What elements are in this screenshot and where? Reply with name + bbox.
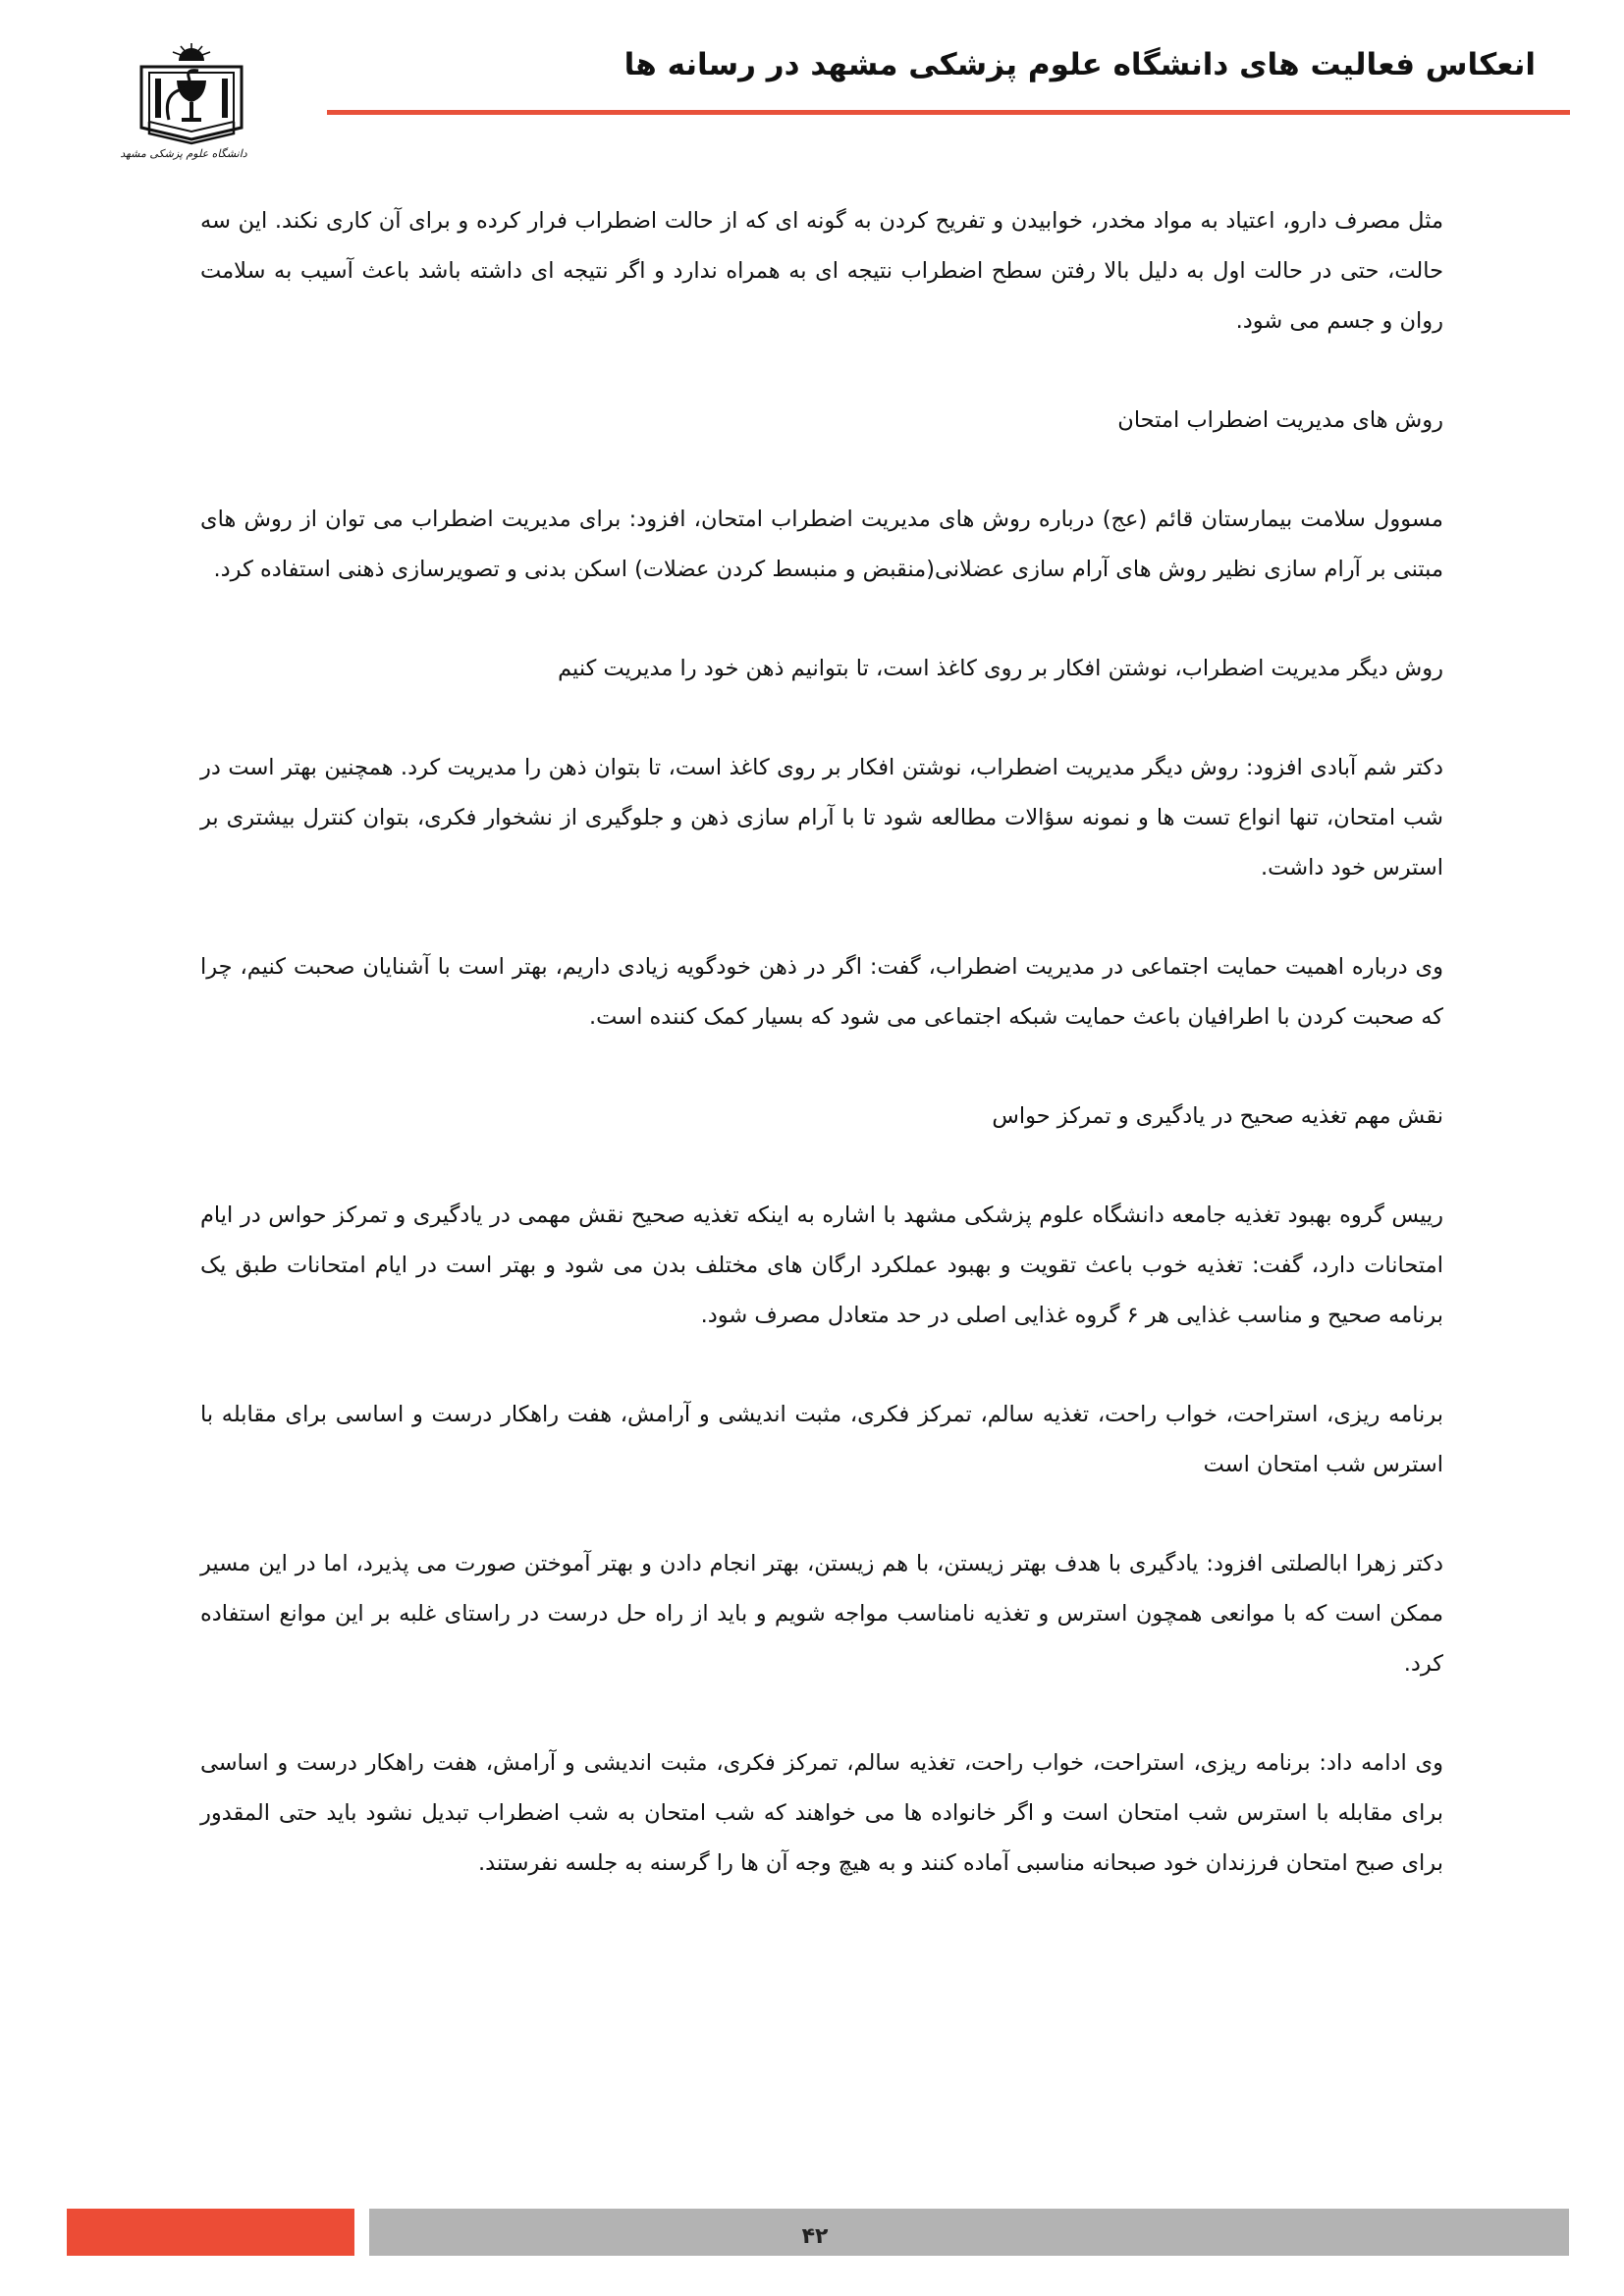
paragraph: رییس گروه بهبود تغذیه جامعه دانشگاه علوم پزشکی مشهد با اشاره به اینکه تغذیه صحیح نقش مهمی در یادگیری و تمرکز حواس در ایام امتحانات دارد، گفت: تغذیه خوب باعث تقویت و بهبود عملکرد ارگان های مختلف بدن می شود و بهتر است در ایام امتحانات طبق یک برنامه صحیح و مناسب غذایی هر ۶ گروه غذایی اصلی در حد متعادل مصرف شود. xyxy=(200,1202,1443,1328)
university-emblem-icon xyxy=(110,37,257,165)
paragraph: مسوول سلامت بیمارستان قائم (عج) درباره روش های مدیریت اضطراب امتحان، افزود: برای مدیریت اضطراب می توان از روش های مبتنی بر آرام سازی نظیر روش های آرام سازی عضلانی(منقبض و منبسط کردن عضلات) اسکن بدنی و تصویرسازی ذهنی استفاده کرد. xyxy=(200,507,1443,582)
footer-bar xyxy=(369,2209,1569,2256)
header-divider xyxy=(327,110,1570,115)
paragraph: وی درباره اهمیت حمایت اجتماعی در مدیریت اضطراب، گفت: اگر در ذهن خودگویه زیادی داریم، بهتر است با آشنایان صحبت کنیم، چرا که صحبت کردن با اطرافیان باعث حمایت شبکه اجتماعی می شود که بسیار کمک کننده است. xyxy=(200,954,1443,1030)
paragraph: مثل مصرف دارو، اعتیاد به مواد مخدر، خوابیدن و تفریح کردن به گونه ای که از حالت اضطراب فرار کرده و برای آن کاری نکند. این سه حالت، حتی در حالت اول به دلیل بالا رفتن سطح اضطراب نتیجه ای به همراه ندارد و اگر نتیجه ای داشته باشد باعث آسیب به سلامت روان و جسم می شود. xyxy=(200,208,1443,334)
page-header-title: انعکاس فعالیت های دانشگاه علوم پزشکی مشهد در رسانه ها xyxy=(623,47,1536,82)
paragraph: برنامه ریزی، استراحت، خواب راحت، تغذیه سالم، تمرکز فکری، مثبت اندیشی و آرامش، هفت راهکار درست و اساسی برای مقابله با استرس شب امتحان است xyxy=(200,1402,1443,1477)
paragraph: وی ادامه داد: برنامه ریزی، استراحت، خواب راحت، تغذیه سالم، تمرکز فکری، مثبت اندیشی و آرامش، هفت راهکار درست و اساسی برای مقابله با استرس شب امتحان است و اگر خانواده ها می خواهند که شب امتحان به شب اضطراب تبدیل نشود باید حتی المقدور برای صبح امتحان فرزندان خود صبحانه مناسبی آماده کنند و به هیچ وجه آن ها را گرسنه به جلسه نفرستند. xyxy=(200,1750,1443,1876)
page-number: ۴۲ xyxy=(801,2224,829,2249)
paragraph: دکتر شم آبادی افزود: روش دیگر مدیریت اضطراب، نوشتن افکار بر روی کاغذ است، تا بتوان ذهن را مدیریت کرد. همچنین بهتر است در شب امتحان، تنها انواع تست ها و نمونه سؤالات مطالعه شود تا با آرام سازی ذهن و جلوگیری از نشخوار فکری، بتوان کنترل بیشتری بر استرس خود داشت. xyxy=(200,755,1443,881)
article-body xyxy=(200,196,1443,1938)
paragraph: دکتر زهرا ابالصلتی افزود: یادگیری با هدف بهتر زیستن، با هم زیستن، بهتر انجام دادن و بهتر آموختن صورت می پذیرد، اما در این مسیر ممکن است که با موانعی همچون استرس و تغذیه نامناسب مواجه شویم و باید از راه حل درست در راستای غلبه بر این موانع استفاده کرد. xyxy=(200,1551,1443,1677)
section-heading: روش های مدیریت اضطراب امتحان xyxy=(1117,407,1443,433)
section-heading: نقش مهم تغذیه صحیح در یادگیری و تمرکز حواس xyxy=(992,1103,1443,1129)
footer-bar-accent xyxy=(67,2209,354,2256)
section-heading: روش دیگر مدیریت اضطراب، نوشتن افکار بر روی کاغذ است، تا بتوانیم ذهن خود را مدیریت کنیم xyxy=(558,656,1443,681)
logo-caption: دانشگاه علوم پزشکی مشهد xyxy=(120,147,247,160)
